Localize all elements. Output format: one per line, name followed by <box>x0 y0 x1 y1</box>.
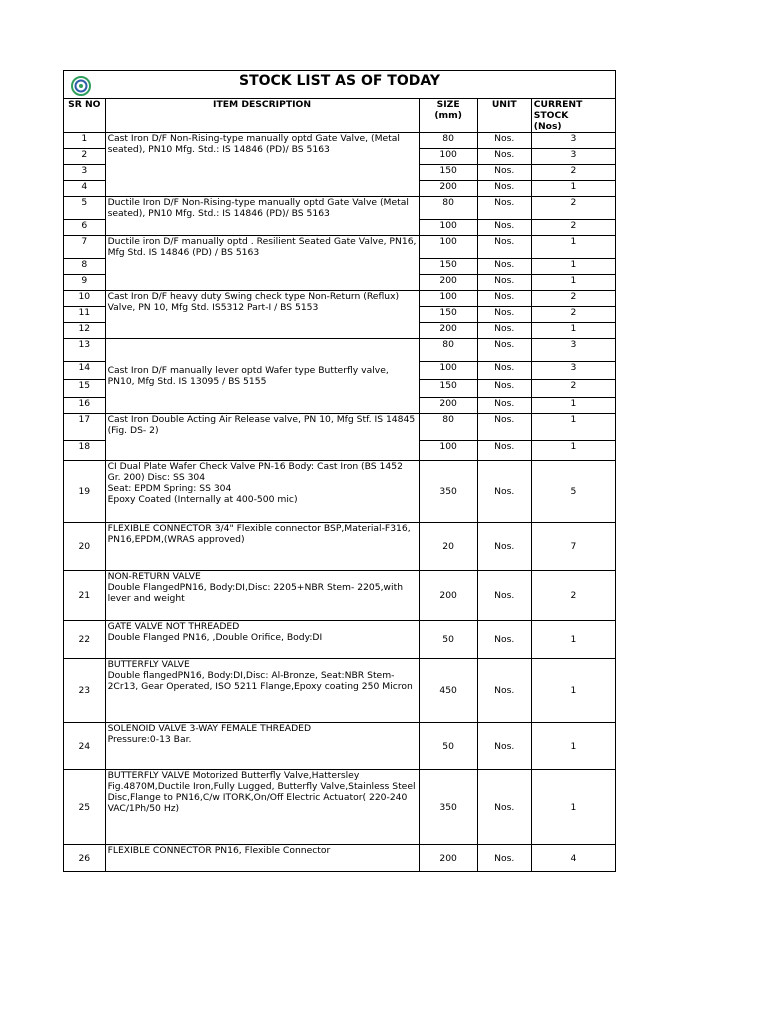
size-cell: 100 <box>419 220 477 236</box>
item-description-cell: FLEXIBLE CONNECTOR 3/4" Flexible connector BSP,Material-F316, PN16,EPDM,(WRAS approved) <box>105 523 419 571</box>
sr-no-cell: 2 <box>64 149 106 165</box>
current-stock-cell: 2 <box>531 307 615 323</box>
sr-no-cell: 26 <box>64 845 106 872</box>
sr-no-cell: 11 <box>64 307 106 323</box>
current-stock-cell: 2 <box>531 197 615 220</box>
sr-no-cell: 3 <box>64 165 106 181</box>
size-cell: 350 <box>419 461 477 523</box>
size-cell: 150 <box>419 307 477 323</box>
item-description-cell: Cast Iron D/F manually lever optd Wafer type Butterfly valve, PN10, Mfg Std. IS 13095 / BS 5155 <box>105 339 419 414</box>
unit-cell: Nos. <box>477 461 531 523</box>
size-cell: 200 <box>419 181 477 197</box>
current-stock-cell: 2 <box>531 380 615 398</box>
unit-cell: Nos. <box>477 770 531 845</box>
item-description-cell: CI Dual Plate Wafer Check Valve PN-16 Body: Cast Iron (BS 1452 Gr. 200) Disc: SS 304 Seat: EPDM Spring: SS 304 Epoxy Coated (Internally at 400-500 mic) <box>105 461 419 523</box>
size-cell: 200 <box>419 275 477 291</box>
current-stock-cell: 1 <box>531 659 615 723</box>
current-stock-cell: 2 <box>531 165 615 181</box>
sr-no-cell: 20 <box>64 523 106 571</box>
sr-no-cell: 13 <box>64 339 106 362</box>
unit-cell: Nos. <box>477 380 531 398</box>
size-cell: 450 <box>419 659 477 723</box>
size-cell: 50 <box>419 621 477 659</box>
table-row <box>64 723 616 770</box>
stock-table <box>63 98 616 872</box>
table-row <box>64 571 616 621</box>
unit-cell: Nos. <box>477 723 531 770</box>
sr-no-cell: 22 <box>64 621 106 659</box>
table-row <box>64 339 616 362</box>
size-cell: 200 <box>419 398 477 414</box>
unit-cell: Nos. <box>477 621 531 659</box>
size-cell: 200 <box>419 323 477 339</box>
size-cell: 150 <box>419 165 477 181</box>
table-row <box>64 291 616 307</box>
current-stock-cell: 1 <box>531 621 615 659</box>
size-cell: 100 <box>419 149 477 165</box>
current-stock-cell: 5 <box>531 461 615 523</box>
sr-no-cell: 4 <box>64 181 106 197</box>
item-description-cell: Ductile iron D/F manually optd . Resilient Seated Gate Valve, PN16, Mfg Std. IS 14846 (PD) / BS 5163 <box>105 236 419 291</box>
sr-no-cell: 14 <box>64 362 106 380</box>
sr-no-cell: 19 <box>64 461 106 523</box>
unit-cell: Nos. <box>477 149 531 165</box>
current-stock-cell: 3 <box>531 339 615 362</box>
item-description-cell: Cast Iron Double Acting Air Release valve, PN 10, Mfg Stf. IS 14845 (Fig. DS- 2) <box>105 414 419 461</box>
size-cell: 80 <box>419 339 477 362</box>
stock-sheet <box>63 70 616 893</box>
current-stock-cell: 2 <box>531 220 615 236</box>
table-row <box>64 659 616 723</box>
current-stock-cell: 1 <box>531 398 615 414</box>
page-title: STOCK LIST AS OF TODAY <box>238 73 440 89</box>
table-row <box>64 133 616 149</box>
current-stock-cell: 2 <box>531 291 615 307</box>
sr-no-cell: 23 <box>64 659 106 723</box>
current-stock-cell: 7 <box>531 523 615 571</box>
unit-cell: Nos. <box>477 362 531 380</box>
sr-no-cell: 16 <box>64 398 106 414</box>
current-stock-cell: 4 <box>531 845 615 872</box>
unit-cell: Nos. <box>477 259 531 275</box>
header-row <box>64 99 616 133</box>
unit-cell: Nos. <box>477 291 531 307</box>
item-description-cell: BUTTERFLY VALVE Double flangedPN16, Body:DI,Disc: Al-Bronze, Seat:NBR Stem-2Cr13, Gear Operated, ISO 5211 Flange,Epoxy coating 250 Micron <box>105 659 419 723</box>
item-description-cell: FLEXIBLE CONNECTOR PN16, Flexible Connector <box>105 845 419 872</box>
unit-cell: Nos. <box>477 323 531 339</box>
unit-cell: Nos. <box>477 339 531 362</box>
current-stock-cell: 3 <box>531 149 615 165</box>
sr-no-cell: 5 <box>64 197 106 220</box>
header-item-description: ITEM DESCRIPTION <box>105 99 419 133</box>
table-row <box>64 770 616 845</box>
title-row <box>63 70 616 99</box>
size-cell: 100 <box>419 362 477 380</box>
size-cell: 150 <box>419 259 477 275</box>
table-row <box>64 845 616 872</box>
size-cell: 150 <box>419 380 477 398</box>
sr-no-cell: 15 <box>64 380 106 398</box>
unit-cell: Nos. <box>477 197 531 220</box>
sr-no-cell: 1 <box>64 133 106 149</box>
unit-cell: Nos. <box>477 398 531 414</box>
sr-no-cell: 21 <box>64 571 106 621</box>
current-stock-cell: 1 <box>531 323 615 339</box>
current-stock-cell: 1 <box>531 770 615 845</box>
table-row <box>64 621 616 659</box>
size-cell: 100 <box>419 236 477 259</box>
sr-no-cell: 10 <box>64 291 106 307</box>
unit-cell: Nos. <box>477 307 531 323</box>
sr-no-cell: 12 <box>64 323 106 339</box>
sr-no-cell: 18 <box>64 441 106 461</box>
table-row <box>64 461 616 523</box>
table-row <box>64 523 616 571</box>
current-stock-cell: 3 <box>531 362 615 380</box>
header-sr-no: SR NO <box>64 99 106 133</box>
unit-cell: Nos. <box>477 523 531 571</box>
unit-cell: Nos. <box>477 571 531 621</box>
table-row <box>64 197 616 220</box>
size-cell: 200 <box>419 571 477 621</box>
current-stock-cell: 2 <box>531 571 615 621</box>
header-current-stock: CURRENT STOCK (Nos) <box>531 99 615 133</box>
size-cell: 20 <box>419 523 477 571</box>
current-stock-cell: 1 <box>531 181 615 197</box>
item-description-cell: BUTTERFLY VALVE Motorized Butterfly Valve,Hattersley Fig.4870M,Ductile Iron,Fully Lugged, Butterfly Valve,Stainless Steel Disc,Flange to PN16,C/w ITORK,On/Off Electric Actuator( 220-240 VAC/1Ph/50 Hz) <box>105 770 419 845</box>
sr-no-cell: 24 <box>64 723 106 770</box>
size-cell: 50 <box>419 723 477 770</box>
unit-cell: Nos. <box>477 414 531 441</box>
current-stock-cell: 3 <box>531 133 615 149</box>
unit-cell: Nos. <box>477 845 531 872</box>
unit-cell: Nos. <box>477 659 531 723</box>
item-description-cell: GATE VALVE NOT THREADED Double Flanged PN16, ,Double Orifice, Body:DI <box>105 621 419 659</box>
unit-cell: Nos. <box>477 220 531 236</box>
size-cell: 100 <box>419 441 477 461</box>
item-description-cell: Cast Iron D/F Non-Rising-type manually optd Gate Valve, (Metal seated), PN10 Mfg. Std.: IS 14846 (PD)/ BS 5163 <box>105 133 419 197</box>
header-size: SIZE (mm) <box>419 99 477 133</box>
unit-cell: Nos. <box>477 236 531 259</box>
sr-no-cell: 8 <box>64 259 106 275</box>
item-description-cell: Ductile Iron D/F Non-Rising-type manually optd Gate Valve (Metal seated), PN10 Mfg. Std.: IS 14846 (PD)/ BS 5163 <box>105 197 419 236</box>
table-row <box>64 414 616 441</box>
size-cell: 350 <box>419 770 477 845</box>
current-stock-cell: 1 <box>531 723 615 770</box>
size-cell: 100 <box>419 291 477 307</box>
current-stock-cell: 1 <box>531 275 615 291</box>
size-cell: 80 <box>419 197 477 220</box>
sr-no-cell: 9 <box>64 275 106 291</box>
current-stock-cell: 1 <box>531 414 615 441</box>
sr-no-cell: 17 <box>64 414 106 441</box>
unit-cell: Nos. <box>477 441 531 461</box>
unit-cell: Nos. <box>477 165 531 181</box>
header-unit: UNIT <box>477 99 531 133</box>
size-cell: 80 <box>419 133 477 149</box>
sr-no-cell: 25 <box>64 770 106 845</box>
size-cell: 80 <box>419 414 477 441</box>
size-cell: 200 <box>419 845 477 872</box>
item-description-cell: Cast Iron D/F heavy duty Swing check type Non-Return (Reflux) Valve, PN 10, Mfg Std. IS5312 Part-I / BS 5153 <box>105 291 419 339</box>
unit-cell: Nos. <box>477 181 531 197</box>
unit-cell: Nos. <box>477 133 531 149</box>
sr-no-cell: 6 <box>64 220 106 236</box>
item-description-cell: SOLENOID VALVE 3-WAY FEMALE THREADED Pressure:0-13 Bar. <box>105 723 419 770</box>
item-description-cell: NON-RETURN VALVE Double FlangedPN16, Body:DI,Disc: 2205+NBR Stem- 2205,with lever and weight <box>105 571 419 621</box>
current-stock-cell: 1 <box>531 441 615 461</box>
table-row <box>64 236 616 259</box>
current-stock-cell: 1 <box>531 259 615 275</box>
sr-no-cell: 7 <box>64 236 106 259</box>
unit-cell: Nos. <box>477 275 531 291</box>
current-stock-cell: 1 <box>531 236 615 259</box>
